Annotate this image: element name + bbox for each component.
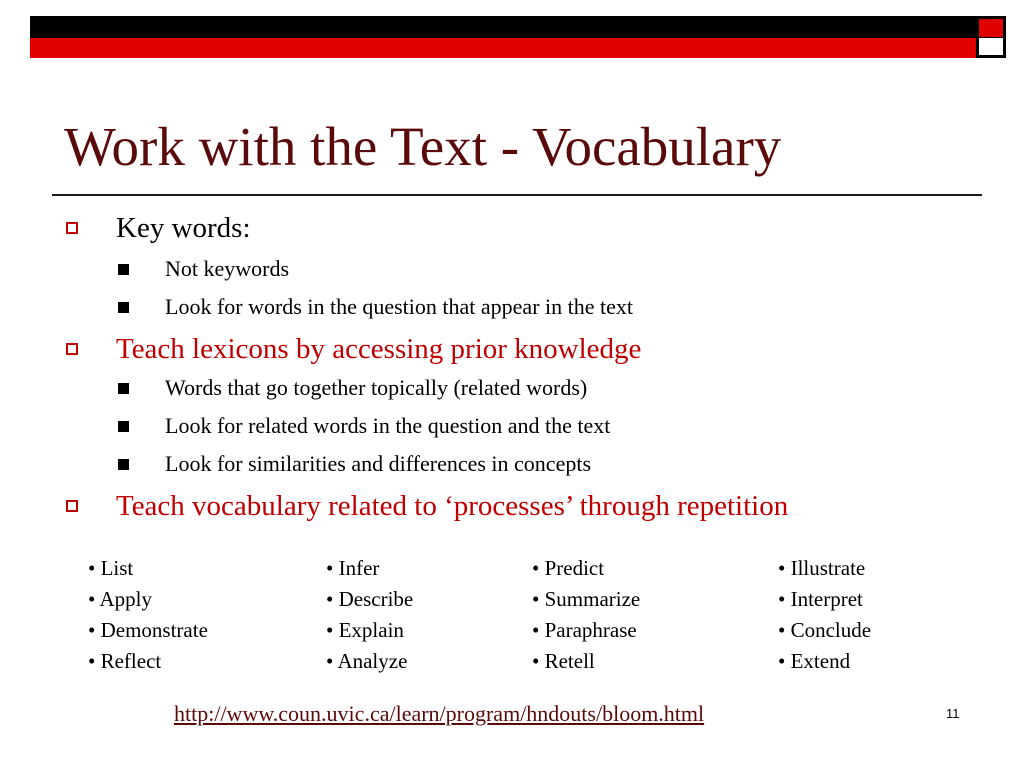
word-item: • Conclude	[778, 618, 872, 642]
filled-square-bullet-icon	[118, 383, 129, 394]
word-item: • Reflect	[88, 649, 162, 673]
filled-square-bullet-icon	[118, 459, 129, 470]
word-item: • Apply	[88, 587, 152, 611]
hollow-square-bullet-icon	[66, 222, 78, 234]
hollow-square-bullet-icon	[66, 500, 78, 512]
sub-bullet-text: Words that go together topically (related words)	[165, 375, 588, 400]
reference-link[interactable]: http://www.coun.uvic.ca/learn/program/hndouts/bloom.html	[174, 701, 705, 726]
word-item: • Predict	[532, 556, 605, 580]
bullet-text: Key words:	[116, 212, 251, 244]
word-item: • Illustrate	[778, 556, 866, 580]
title-divider	[52, 194, 982, 196]
word-column-2	[326, 553, 413, 677]
word-item: • Describe	[326, 587, 414, 611]
word-item: • Summarize	[532, 587, 641, 611]
word-item: • List	[88, 556, 134, 580]
page-number: 11	[946, 706, 960, 721]
word-item: • Interpret	[778, 587, 863, 611]
word-item: • Infer	[326, 556, 380, 580]
bullet-text: Teach lexicons by accessing prior knowledge	[116, 333, 642, 365]
corner-red-square	[979, 19, 1003, 37]
word-column-4	[778, 553, 871, 677]
bullet-text: Teach vocabulary related to ‘processes’ through repetition	[116, 490, 789, 522]
sub-bullet-text: Not keywords	[165, 256, 290, 281]
word-item: • Paraphrase	[532, 618, 637, 642]
word-item: • Extend	[778, 649, 851, 673]
corner-white-square	[979, 38, 1003, 55]
sub-bullet-text: Look for words in the question that appear in the text	[165, 294, 633, 319]
filled-square-bullet-icon	[118, 302, 129, 313]
top-bar-red-stripe	[30, 38, 976, 58]
filled-square-bullet-icon	[118, 421, 129, 432]
hollow-square-bullet-icon	[66, 343, 78, 355]
slide-title: Work with the Text - Vocabulary	[64, 116, 782, 177]
sub-bullet-text: Look for similarities and differences in concepts	[165, 451, 592, 476]
word-item: • Explain	[326, 618, 404, 642]
word-item: • Analyze	[326, 649, 408, 673]
word-column-1	[88, 553, 208, 677]
word-item: • Retell	[532, 649, 595, 673]
word-column-3	[532, 553, 640, 677]
sub-bullet-text: Look for related words in the question and the text	[165, 413, 611, 438]
word-item: • Demonstrate	[88, 618, 208, 642]
filled-square-bullet-icon	[118, 264, 129, 275]
